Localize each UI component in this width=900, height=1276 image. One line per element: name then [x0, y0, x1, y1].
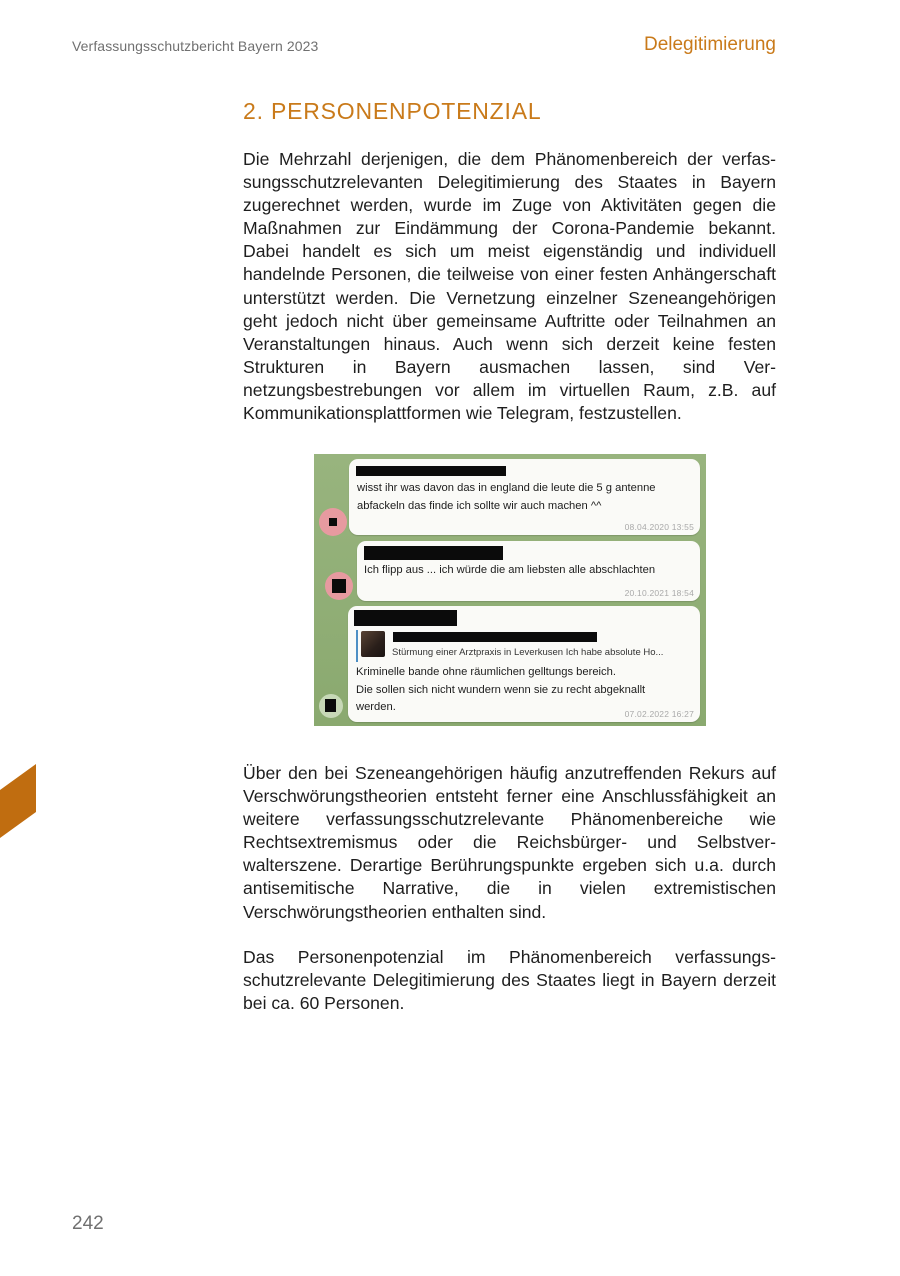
chat-message-3	[348, 606, 700, 722]
chat-message-1	[349, 459, 700, 535]
running-header-section: Delegitimierung	[643, 34, 776, 55]
running-header-title: Verfassungsschutzbericht Bayern 2023	[72, 38, 319, 54]
body-paragraph-3: Das Personenpotenzial im Phänomenbereich verfassungsschutzrelevante Delegitimierung des Staates liegt in Bayern derzeit bei ca. 60 Personen.	[243, 947, 776, 1014]
avatar	[319, 508, 347, 536]
reply-quote-text: Stürmung einer Arztpraxis in Leverkusen Ich habe absolute Ho...	[392, 647, 664, 658]
avatar	[319, 694, 343, 718]
redacted-username	[354, 610, 457, 626]
message-text: Kriminelle bande ohne räumlichen gelltungs bereich. Die sollen sich nicht wundern wenn sie zu recht abgeknallt werden.	[356, 666, 646, 713]
telegram-chat-screenshot	[314, 454, 706, 726]
message-text: Ich flipp aus ... ich würde die am liebsten alle abschlachten	[364, 564, 656, 576]
section-heading: 2. PERSONENPOTENZIAL	[243, 98, 542, 124]
reply-quote-bar	[356, 630, 358, 662]
redaction-block	[332, 579, 346, 593]
message-text: wisst ihr was davon das in england die leute die 5 g antenne abfackeln das finde ich sollte wir auch machen ^^	[357, 482, 656, 512]
redaction-block	[329, 518, 337, 526]
message-timestamp: 20.10.2021 18:54	[624, 588, 694, 598]
avatar	[325, 572, 353, 600]
section-marker-tab	[0, 764, 38, 838]
chat-message-2	[357, 541, 700, 601]
body-paragraph-2: Über den bei Szeneangehörigen häufig anzutreffenden Rekurs auf Verschwörungstheorien entsteht ferner eine Anschlussfähigkeit an weitere verfassungsschutzrelevante Phänomenbereiche wie Rechtsextremismus oder die Reichsbürger- und Selbstverwalterszene. Derartige Berührungspunkte ergeben sich u.a. durch antisemitische Narrative, die in vielen extremistischen Verschwörungstheorien enthalten sind.	[243, 763, 776, 922]
redacted-username	[364, 546, 503, 560]
body-paragraph-1: Die Mehrzahl derjenigen, die dem Phänomenbereich der verfassungsschutzrelevanten Delegitimierung des Staates in Bayern zugerechnet werden, wurde im Zuge von Aktivitäten gegen die Maßnahmen zur Eindämmung der Corona-Pandemie bekannt. Dabei handelt es sich um meist eigenständig und individuell handelnde Personen, die teilweise von einer festen Anhängerschaft unterstützt werden. Die Vernetzung einzelner Szeneangehörigen geht jedoch nicht über gemeinsame Auftritte oder Teilnahmen an Veranstaltungen hinaus. Auch wenn sich derzeit keine festen Strukturen in Bayern ausmachen lassen, sind Vernetzungsbestrebungen vor allem im virtuellen Raum, z.B. auf Kommunikationsplattformen wie Telegram, festzustellen.	[243, 149, 776, 424]
message-timestamp: 07.02.2022 16:27	[624, 709, 694, 719]
message-timestamp: 08.04.2020 13:55	[624, 522, 694, 532]
redacted-reply-author	[393, 632, 597, 642]
redacted-username	[356, 466, 506, 476]
page-number: 242	[72, 1213, 104, 1234]
reply-thumbnail-image	[361, 631, 385, 657]
redaction-block	[325, 699, 336, 712]
